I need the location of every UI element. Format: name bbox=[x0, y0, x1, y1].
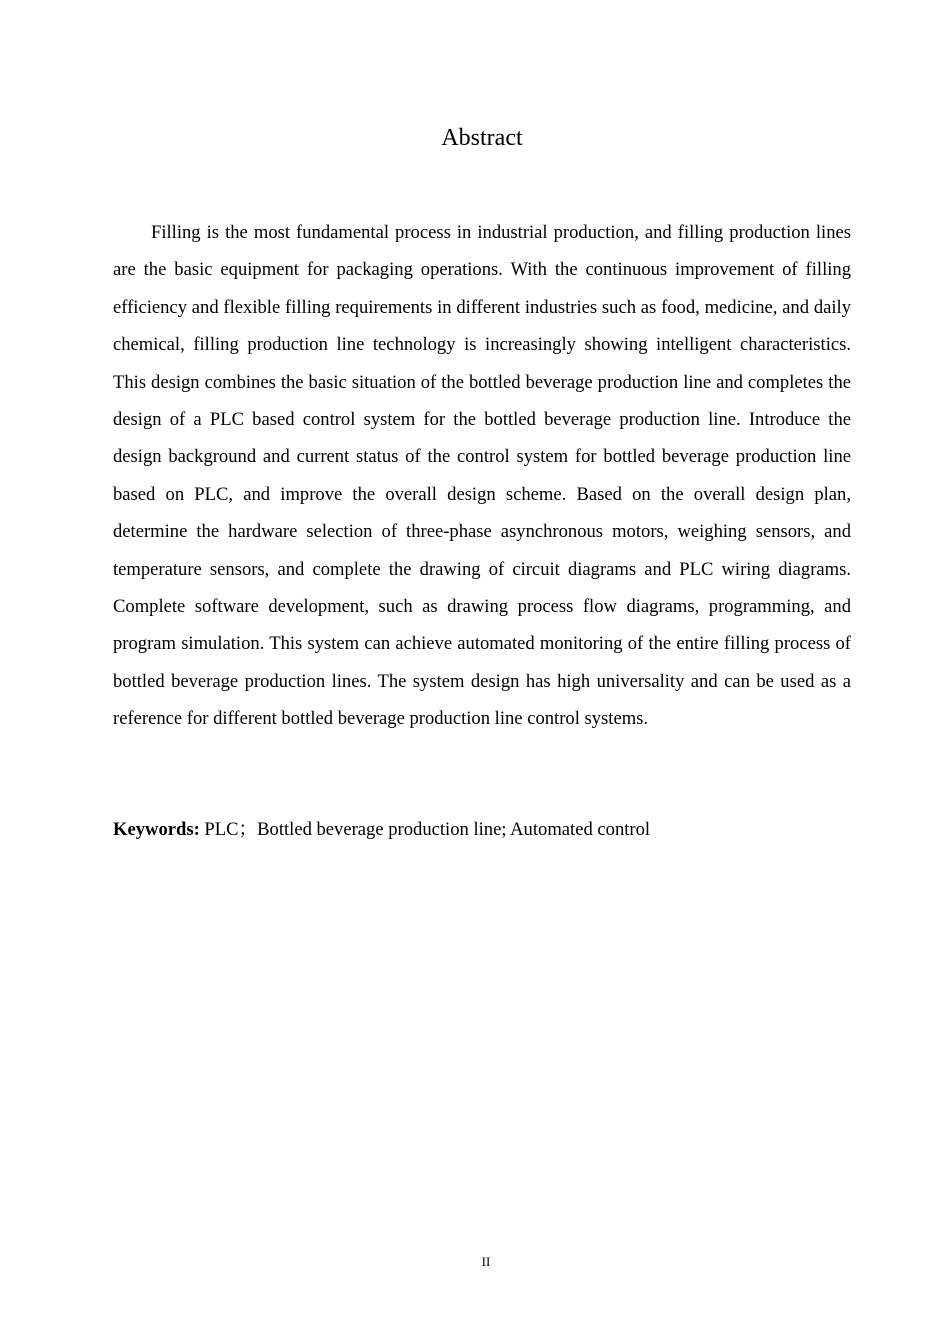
page-number: II bbox=[481, 1254, 491, 1269]
keywords-text: PLC；Bottled beverage production line; Automated control bbox=[204, 819, 651, 840]
abstract-paragraph: Filling is the most fundamental process in industrial production, and filling production lines are the basic equipment for packaging operations. With the continuous improvement of filling efficiency and flexible filling requirements in different industries such as food, medicine, and daily chemical, filling production line technology is increasingly showing intelligent characteristics. This design combines the basic situation of the bottled beverage production line and completes the design of a PLC based control system for the bottled beverage production line. Introduce the design background and current status of the control system for bottled beverage production line based on PLC, and improve the overall design scheme. Based on the overall design plan, determine the hardware selection of three-phase asynchronous motors, weighing sensors, and temperature sensors, and complete the drawing of circuit diagrams and PLC wiring diagrams. Complete software development, such as drawing process flow diagrams, programming, and program simulation. This system can achieve automated monitoring of the entire filling process of bottled beverage production lines. The system design has high universality and can be used as a reference for different bottled beverage production line control systems. bbox=[113, 222, 851, 730]
page-title: Abstract bbox=[441, 125, 523, 151]
keywords-line bbox=[113, 811, 851, 848]
keywords-label: Keywords: bbox=[113, 819, 200, 840]
